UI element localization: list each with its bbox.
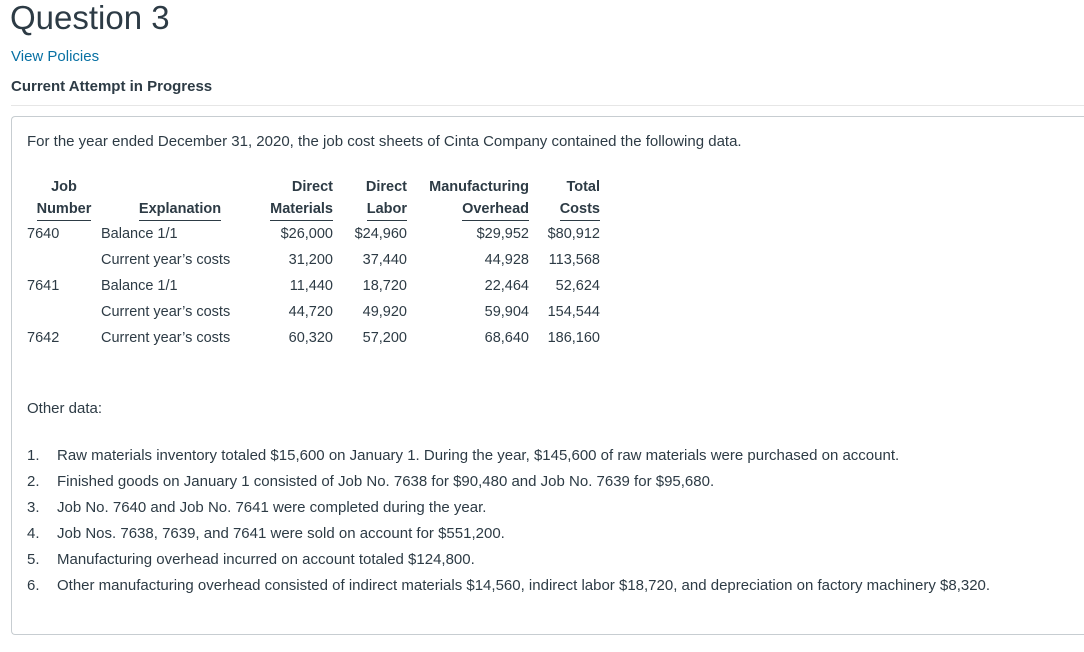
list-item-number: 1. [27,447,40,464]
cell-total-costs: $80,912 [547,226,600,242]
cell-total-costs: 52,624 [555,278,600,294]
col-header-job-line2: Number [37,198,92,221]
cell-total-costs: 113,568 [548,252,600,268]
col-header-explanation-line1 [101,176,259,198]
other-data-label: Other data: [27,400,103,417]
cell-manufacturing-overhead: 68,640 [484,330,529,346]
table-row [27,325,600,351]
question-title: Question 3 [10,0,170,36]
list-item-text: Raw materials inventory totaled $15,600 on January 1. During the year, $145,600 of raw materials were purchased on account. [57,447,900,464]
table-row [27,273,600,299]
list-item [27,548,990,574]
other-data-list [27,444,990,600]
cell-job [27,247,101,273]
list-item-text: Job No. 7640 and Job No. 7641 were completed during the year. [57,499,487,516]
cell-job: 7640 [27,226,60,242]
list-item [27,444,990,470]
list-item-text: Finished goods on January 1 consisted of Job No. 7638 for $90,480 and Job No. 7639 for $95,680. [57,473,715,490]
col-header-dm-line2: Materials [270,198,333,221]
col-header-dm-line1: Direct [291,179,333,195]
list-item-text: Manufacturing overhead incurred on account totaled $124,800. [57,551,475,568]
cell-direct-labor: 37,440 [362,252,407,268]
view-policies-link[interactable]: View Policies [11,48,100,65]
cell-direct-labor: 18,720 [362,278,407,294]
cell-total-costs: 186,160 [547,330,600,346]
cell-explanation: Current year’s costs [101,252,231,268]
cell-direct-materials: 11,440 [289,278,333,294]
list-item-number: 6. [27,577,40,594]
cell-manufacturing-overhead: $29,952 [476,226,529,242]
list-item-number: 5. [27,551,40,568]
cell-explanation: Current year’s costs [101,330,231,346]
cell-manufacturing-overhead: 44,928 [484,252,529,268]
cell-direct-materials: 44,720 [288,304,333,320]
table-row [27,247,600,273]
list-item [27,496,990,522]
cell-direct-materials: 31,200 [288,252,333,268]
cell-direct-labor: 57,200 [362,330,407,346]
table-header-row-1 [27,176,600,198]
cell-direct-labor: $24,960 [354,226,407,242]
cell-total-costs: 154,544 [547,304,600,320]
list-item-number: 2. [27,473,40,490]
problem-intro: For the year ended December 31, 2020, the job cost sheets of Cinta Company contained the following data. [27,133,742,150]
col-header-dl-line1: Direct [365,179,407,195]
cell-explanation: Balance 1/1 [101,278,178,294]
cell-job: 7641 [27,278,60,294]
col-header-dl-line2: Labor [367,198,407,221]
cell-direct-labor: 49,920 [362,304,407,320]
list-item-number: 4. [27,525,40,542]
cell-manufacturing-overhead: 59,904 [484,304,529,320]
cell-explanation: Current year’s costs [101,304,231,320]
list-item [27,522,990,548]
list-item [27,470,990,496]
col-header-job-line1: Job [51,179,77,195]
list-item [27,574,990,600]
list-item-text: Job Nos. 7638, 7639, and 7641 were sold on account for $551,200. [57,525,505,542]
col-header-tc-line1: Total [566,179,600,195]
col-header-explanation-line2: Explanation [139,198,221,221]
col-header-mo-line2: Overhead [462,198,529,221]
col-header-tc-line2: Costs [560,198,600,221]
list-item-number: 3. [27,499,40,516]
cell-job: 7642 [27,330,60,346]
cell-direct-materials: 60,320 [288,330,333,346]
job-cost-table [27,176,600,351]
cell-direct-materials: $26,000 [280,226,333,242]
table-row [27,299,600,325]
cell-job [27,299,101,325]
cell-explanation: Balance 1/1 [101,226,178,242]
table-header-row-2 [27,198,600,221]
cell-manufacturing-overhead: 22,464 [484,278,529,294]
list-item-text: Other manufacturing overhead consisted of indirect materials $14,560, indirect labor $18,720, and depreciation on factory machinery $8,320. [57,577,991,594]
table-row [27,221,600,247]
col-header-mo-line1: Manufacturing [429,179,529,195]
attempt-status: Current Attempt in Progress [11,78,213,95]
divider [11,105,1084,106]
